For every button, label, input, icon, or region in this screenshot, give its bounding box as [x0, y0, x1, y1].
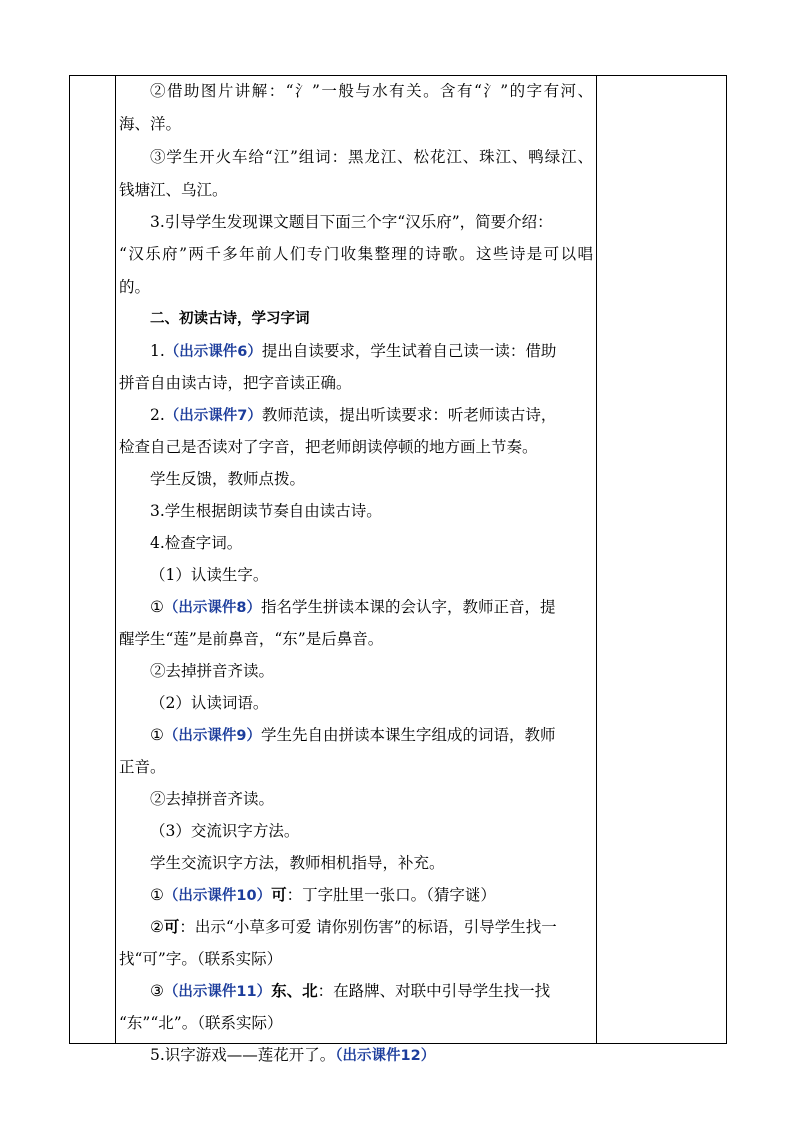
content-line: ①（出示课件10）可：丁字肚里一张口。（猜字谜）	[150, 885, 496, 904]
content-line: 拼音自由读古诗，把字音读正确。	[119, 374, 352, 392]
content-line: （2）认读词语。	[150, 694, 269, 712]
section-heading: 二、初读古诗，学习字词	[150, 311, 310, 327]
courseware-ref: （出示课件7）	[164, 408, 262, 424]
content-line: ①（出示课件9）学生先自由拼读本课生字组成的词语，教师	[150, 726, 556, 744]
content-line: （1）认读生字。	[150, 566, 269, 584]
content-line: 检查自己是否读对了字音，把老师朗读停顿的地方画上节奏。	[119, 438, 538, 456]
content-line: 5.识字游戏——莲花开了。（出示课件12）	[150, 1046, 436, 1064]
content-line: 海、洋。	[119, 115, 182, 133]
content-line: 钱塘江、乌江。	[119, 181, 228, 199]
content-line: “汉乐府”两千多年前人们专门收集整理的诗歌。这些诗是可以唱	[119, 245, 593, 263]
content-line: 4.检查字词。	[150, 534, 243, 552]
courseware-ref: （出示课件6）	[164, 344, 262, 360]
content-line: ③（出示课件11）东、北：在路牌、对联中引导学生找一找	[150, 981, 551, 1000]
content-line: 2.（出示课件7）教师范读，提出听读要求：听老师读古诗，	[150, 406, 557, 424]
table-column-divider-1	[115, 76, 116, 1043]
bold-character: 可	[271, 885, 287, 904]
bold-characters: 东、北	[271, 981, 318, 1000]
courseware-ref: （出示课件11）	[163, 984, 272, 1000]
content-line: 醒学生“莲”是前鼻音，“东”是后鼻音。	[119, 630, 384, 648]
content-line: ③学生开火车给“江”组词：黑龙江、松花江、珠江、鸭绿江、	[150, 148, 593, 166]
content-line: 学生反馈，教师点拨。	[150, 470, 306, 488]
content-line: ①（出示课件8）指名学生拼读本课的会认字，教师正音，提	[150, 598, 556, 616]
table-column-divider-2	[596, 76, 597, 1043]
content-line: 的。	[119, 278, 151, 296]
courseware-ref: （出示课件9）	[163, 728, 261, 744]
content-line: ②去掉拼音齐读。	[150, 790, 275, 808]
content-line: 学生交流识字方法，教师相机指导，补充。	[150, 854, 445, 872]
content-line: （3）交流识字方法。	[150, 822, 300, 840]
content-line: 3.引导学生发现课文题目下面三个字“汉乐府”，简要介绍：	[150, 213, 553, 231]
courseware-ref: （出示课件8）	[163, 600, 261, 616]
content-line: ②去掉拼音齐读。	[150, 662, 275, 680]
content-line: 1.（出示课件6）提出自读要求，学生试着自己读一读：借助	[150, 342, 557, 360]
content-line: ②可：出示“小草多可爱 请你别伤害”的标语，引导学生找一	[150, 917, 557, 936]
content-line: “东”“北”。（联系实际）	[119, 1014, 283, 1032]
courseware-ref: （出示课件12）	[335, 1048, 436, 1064]
courseware-ref: （出示课件10）	[163, 888, 272, 904]
content-line: 找“可”字。（联系实际）	[119, 950, 283, 968]
bold-character: 可	[163, 917, 180, 936]
content-line: 3.学生根据朗读节奏自由读古诗。	[150, 502, 382, 520]
content-line: 正音。	[119, 758, 166, 776]
content-line: ②借助图片讲解：“氵”一般与水有关。含有“氵”的字有河、	[150, 82, 593, 100]
